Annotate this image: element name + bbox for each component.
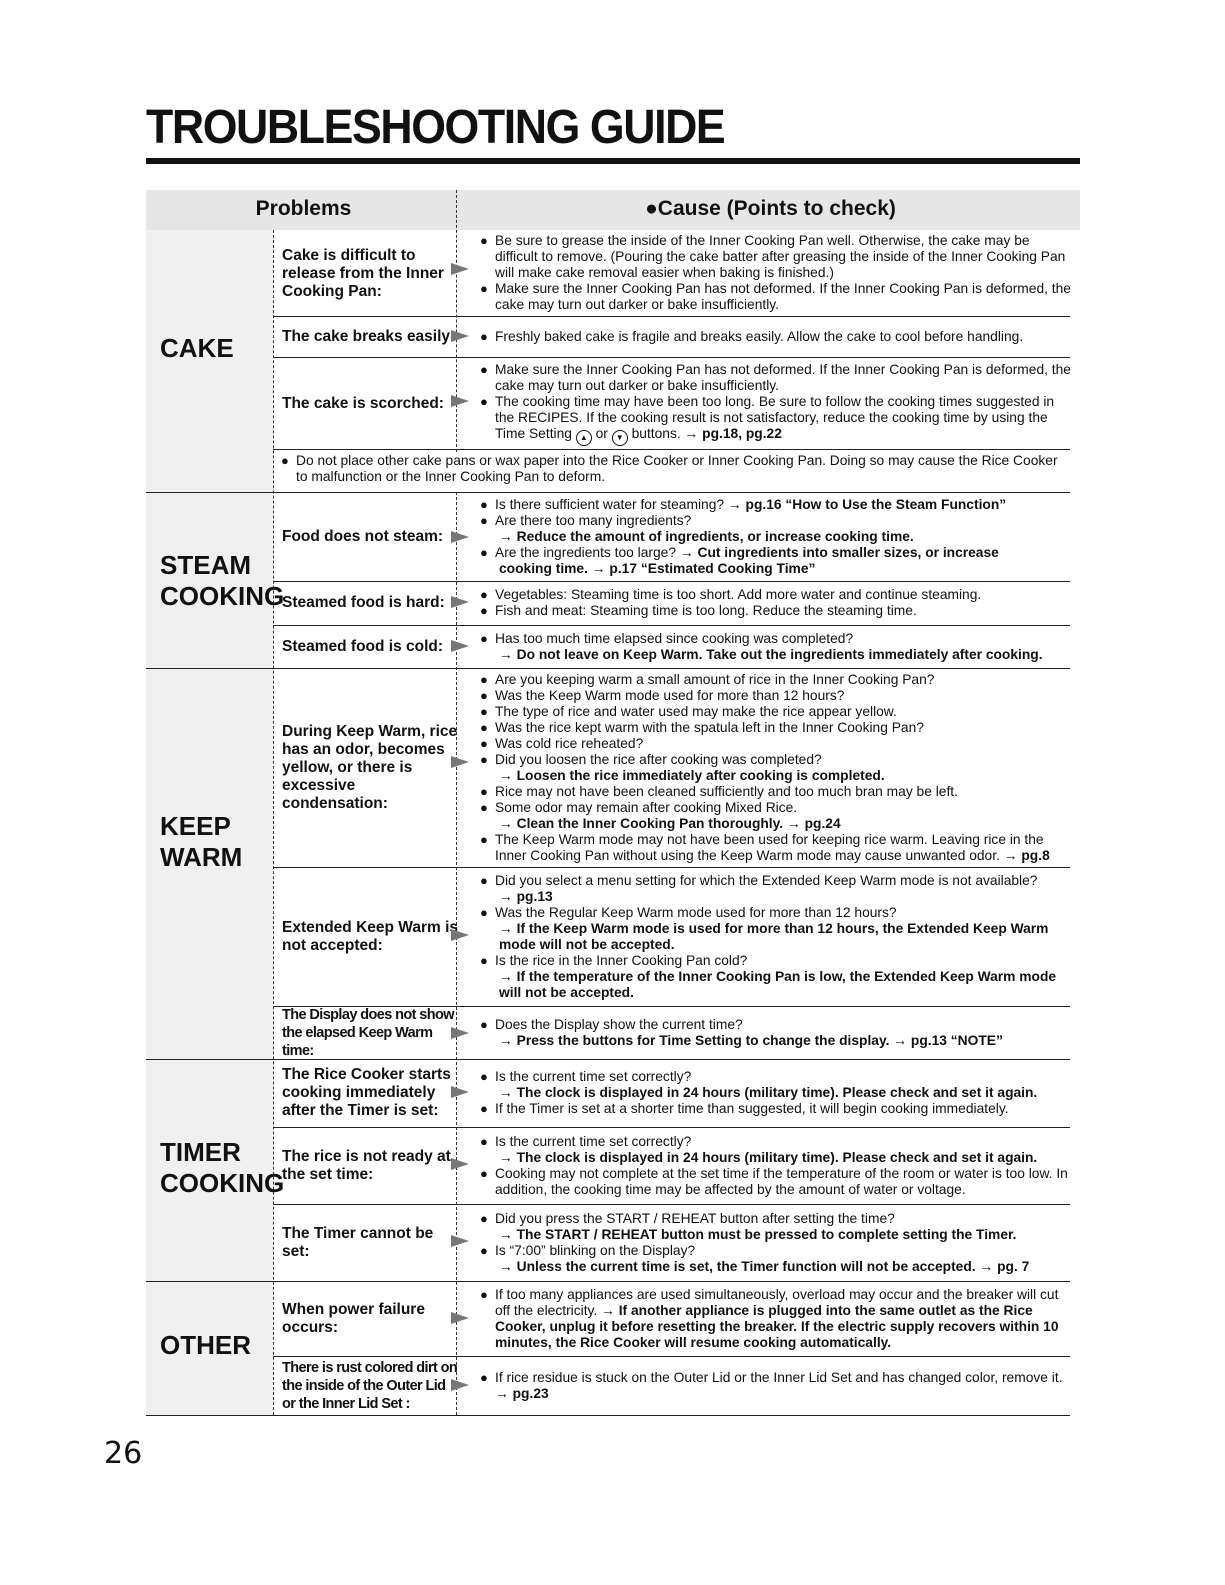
cause-cake-release [481, 232, 1073, 314]
cause-action: → The clock is displayed in 24 hours (military time). Please check and set it again. [499, 1085, 1038, 1100]
arrow-right-icon [451, 395, 469, 407]
troubleshooting-table [146, 190, 1080, 1433]
cause-power-failure [481, 1283, 1073, 1354]
rule-timer-2 [273, 1204, 1070, 1205]
rule-steam-end [146, 668, 1070, 669]
category-timer-cell [146, 1059, 285, 1281]
problem-power-failure: When power failure occurs: [282, 1300, 425, 1336]
cause-bullet: ● Are the ingredients too large? → Cut ingredients into smaller sizes, or increase [481, 545, 1073, 561]
cause-bullet: ● Vegetables: Steaming time is too short. Add more water and continue steaming. [481, 587, 1073, 603]
arrow-right-icon [451, 1158, 469, 1170]
problem-rice-not-ready: The rice is not ready at the set time: [282, 1147, 451, 1183]
cause-bullet: ● Cooking may not complete at the set time if the temperature of the room or water is too low. In addition, the cooking time may be affected by the amount of water or voltage. [481, 1166, 1073, 1198]
arrow-right-icon [451, 756, 469, 768]
header-cause: ●Cause (Points to check) [645, 197, 896, 220]
category-other: OTHER [160, 1330, 251, 1360]
up-button-icon: ▲ [576, 430, 592, 446]
divider-category [273, 230, 274, 1415]
problem-rust-dirt: There is rust colored dirt on the inside of the Outer Lid or the Inner Lid Set : [282, 1360, 458, 1412]
cause-rice-not-ready [481, 1129, 1073, 1202]
cause-cake-scorched [481, 360, 1073, 448]
cause-timer-starts-immediately [481, 1061, 1073, 1125]
problem-extended-keep-warm: Extended Keep Warm is not accepted: [282, 918, 459, 954]
category-other-cell [146, 1281, 273, 1415]
header-problems: Problems [255, 197, 352, 220]
rule-table-end [146, 1415, 1070, 1416]
cause-bullet: ● If the Timer is set at a shorter time than suggested, it will begin cooking immediately. [481, 1101, 1073, 1117]
category-keep-line1: KEEP [160, 811, 231, 841]
cause-steamed-hard [481, 583, 1073, 623]
title-rule [146, 158, 1080, 164]
cause-action: → Press the buttons for Time Setting to change the display. → pg.13 “NOTE” [499, 1033, 1003, 1048]
problem-cake-breaks: The cake breaks easily: [282, 328, 456, 345]
cause-extended-keep-warm [481, 869, 1073, 1004]
cause-bullet: ● The cooking time may have been too long. Be sure to follow the cooking times suggested in the RECIPES. If the cooking result is not satisfactory, reduce the cooking time by using the Time Setting ▲ or ▼ buttons. → pg.18, pg.22 [481, 394, 1073, 446]
cause-bullet: ● Is the current time set correctly? [481, 1069, 1073, 1085]
cause-keep-warm-odor [481, 670, 1073, 866]
cause-bullet: ● Are you keeping warm a small amount of rice in the Inner Cooking Pan? [481, 672, 1073, 688]
cause-bullet: ● Are there too many ingredients? [481, 513, 1073, 529]
cause-display-elapsed [481, 1008, 1073, 1058]
category-timer-line1: TIMER [160, 1137, 241, 1167]
category-timer-line2: COOKING [160, 1168, 285, 1198]
problem-cake-release: Cake is difficult to release from the Inner Cooking Pan: [282, 247, 444, 300]
cause-cake-breaks [481, 318, 1073, 356]
cause-bullet: ● Make sure the Inner Cooking Pan has not deformed. If the Inner Cooking Pan is deformed, the cake may turn out darker or bake insufficiently. [481, 362, 1073, 394]
page-number: 26 [104, 1436, 143, 1471]
cause-action: → Reduce the amount of ingredients, or increase cooking time. [499, 529, 914, 544]
cause-action: → pg.13 [499, 888, 553, 904]
cause-bullet: ● If too many appliances are used simultaneously, overload may occur and the breaker will cut off the electricity. → If another appliance is plugged into the same outlet as the Rice Cooker, unplug it before resetting the breaker. If the electric supply recovers within 10 minutes, the Rice Cooker will resume cooking automatically. [481, 1287, 1073, 1351]
cause-action: → If the Keep Warm mode is used for more than 12 hours, the Extended Keep Warm mode will not be accepted. [499, 920, 1049, 952]
rule-other-1 [273, 1356, 1070, 1357]
cause-bullet: ● The type of rice and water used may make the rice appear yellow. [481, 704, 1073, 720]
cause-timer-cannot-set [481, 1206, 1073, 1279]
page-title: TROUBLESHOOTING GUIDE [146, 101, 725, 154]
cause-action: → The clock is displayed in 24 hours (military time). Please check and set it again. [499, 1149, 1038, 1165]
cause-bullet: ● Was the Keep Warm mode used for more than 12 hours? [481, 688, 1073, 704]
arrow-right-icon [451, 1027, 469, 1039]
arrow-right-icon [451, 596, 469, 608]
category-cake-cell [146, 230, 273, 492]
note-bullet: ● Do not place other cake pans or wax paper into the Rice Cooker or Inner Cooking Pan. Doing so may cause the Rice Cooker to malfunction or the Inner Cooking Pan to deform. [282, 453, 1072, 485]
cause-bullet: ● Rice may not have been cleaned sufficiently and too much bran may be left. [481, 784, 1073, 800]
rule-cake-end [146, 492, 1070, 493]
arrow-right-icon [451, 531, 469, 543]
rule-steam-1 [273, 581, 1070, 582]
arrow-right-icon [451, 1312, 469, 1324]
cause-action: → Unless the current time is set, the Timer function will not be accepted. → pg. 7 [499, 1258, 1030, 1274]
arrow-right-icon [451, 640, 469, 652]
cause-bullet: ● Fish and meat: Steaming time is too long. Reduce the steaming time. [481, 603, 1073, 619]
cause-bullet: ● Was cold rice reheated? [481, 736, 1073, 752]
problem-timer-starts-immediately: The Rice Cooker starts cooking immediately after the Timer is set: [282, 1066, 451, 1119]
cause-bullet: ● Was the Regular Keep Warm mode used for more than 12 hours? [481, 905, 1073, 921]
cause-bullet: ● The Keep Warm mode may not have been used for keeping rice warm. Leaving rice in the Inner Cooking Pan without using the Keep Warm mode may cause unwanted odor. → pg.8 [481, 832, 1073, 864]
problem-steamed-cold: Steamed food is cold: [282, 638, 444, 655]
cause-bullet: ● If rice residue is stuck on the Outer Lid or the Inner Lid Set and has changed color, remove it. → pg.23 [481, 1370, 1073, 1402]
problem-keep-warm-odor: During Keep Warm, rice has an odor, becomes yellow, or there is excessive condensation: [282, 722, 458, 812]
problem-food-not-steam: Food does not steam: [282, 528, 444, 545]
table-header [146, 190, 1080, 230]
category-keep-line2: WARM [160, 842, 243, 872]
problem-display-elapsed: The Display does not show the elapsed Keep Warm time: [282, 1007, 454, 1059]
cause-bullet: ● Has too much time elapsed since cooking was completed? [481, 631, 1073, 647]
cause-bullet: ● Is the current time set correctly? [481, 1134, 1073, 1150]
rule-timer-1 [273, 1127, 1070, 1128]
cause-action: → Loosen the rice immediately after cooking is completed. [499, 768, 885, 783]
category-steam-line1: STEAM [160, 550, 251, 580]
problem-steamed-hard: Steamed food is hard: [282, 594, 445, 611]
rule-cake-1 [273, 316, 1070, 317]
cause-rust-dirt [481, 1358, 1073, 1414]
rule-cake-2 [273, 357, 1070, 358]
arrow-right-icon [451, 263, 469, 275]
cause-bullet: ● Does the Display show the current time? [481, 1017, 1073, 1033]
cause-bullet: ● Is there sufficient water for steaming? → pg.16 “How to Use the Steam Function” [481, 497, 1073, 513]
cause-action: cooking time. → p.17 “Estimated Cooking Time” [499, 561, 816, 576]
problem-timer-cannot-set: The Timer cannot be set: [282, 1224, 434, 1260]
cause-steamed-cold [481, 627, 1073, 667]
arrow-right-icon [451, 330, 469, 342]
rule-cake-3 [273, 449, 1070, 450]
rule-timer-end [146, 1281, 1070, 1282]
category-steam-cell [146, 492, 285, 668]
cause-action: → Clean the Inner Cooking Pan thoroughly. → pg.24 [499, 816, 841, 831]
arrow-right-icon [451, 1235, 469, 1247]
cause-bullet: ● Some odor may remain after cooking Mixed Rice. [481, 800, 1073, 816]
category-steam-line2: COOKING [160, 581, 285, 611]
cake-note [282, 453, 1072, 485]
cause-bullet: ● Be sure to grease the inside of the Inner Cooking Pan well. Otherwise, the cake may be difficult to remove. (Pouring the cake batter after greasing the inside of the Inner Cooking Pan will make cake removal easier when baking is finished.) [481, 233, 1073, 281]
cause-bullet: ● Is the rice in the Inner Cooking Pan cold? [481, 953, 1073, 969]
cause-action: → Do not leave on Keep Warm. Take out the ingredients immediately after cooking. [499, 647, 1043, 662]
cause-bullet: ● Did you select a menu setting for which the Extended Keep Warm mode is not available? [481, 873, 1073, 889]
cause-bullet: ● Make sure the Inner Cooking Pan has not deformed. If the Inner Cooking Pan is deformed, the cake may turn out darker or bake insufficiently. [481, 281, 1073, 313]
arrow-right-icon [451, 929, 469, 941]
cause-bullet: ● Did you press the START / REHEAT button after setting the time? [481, 1211, 1073, 1227]
rule-steam-2 [273, 625, 1070, 626]
problem-cake-scorched: The cake is scorched: [282, 395, 444, 412]
cause-bullet: ● Is “7:00” blinking on the Display? [481, 1243, 1073, 1259]
arrow-right-icon [451, 1379, 469, 1391]
cause-action: → If the temperature of the Inner Cooking Pan is low, the Extended Keep Warm mode will not be accepted. [499, 968, 1057, 1000]
cause-bullet: ● Did you loosen the rice after cooking was completed? [481, 752, 1073, 768]
cause-bullet: ● Was the rice kept warm with the spatula left in the Inner Cooking Pan? [481, 720, 1073, 736]
cause-food-not-steam [481, 494, 1073, 580]
cause-action: → The START / REHEAT button must be pressed to complete setting the Timer. [499, 1226, 1017, 1242]
rule-keep-1 [273, 867, 1070, 868]
down-button-icon: ▼ [612, 430, 628, 446]
category-keep-cell [146, 668, 273, 1059]
cause-bullet: ● Freshly baked cake is fragile and breaks easily. Allow the cake to cool before handling. [481, 329, 1073, 345]
arrow-right-icon [451, 1086, 469, 1098]
category-cake: CAKE [160, 333, 234, 363]
